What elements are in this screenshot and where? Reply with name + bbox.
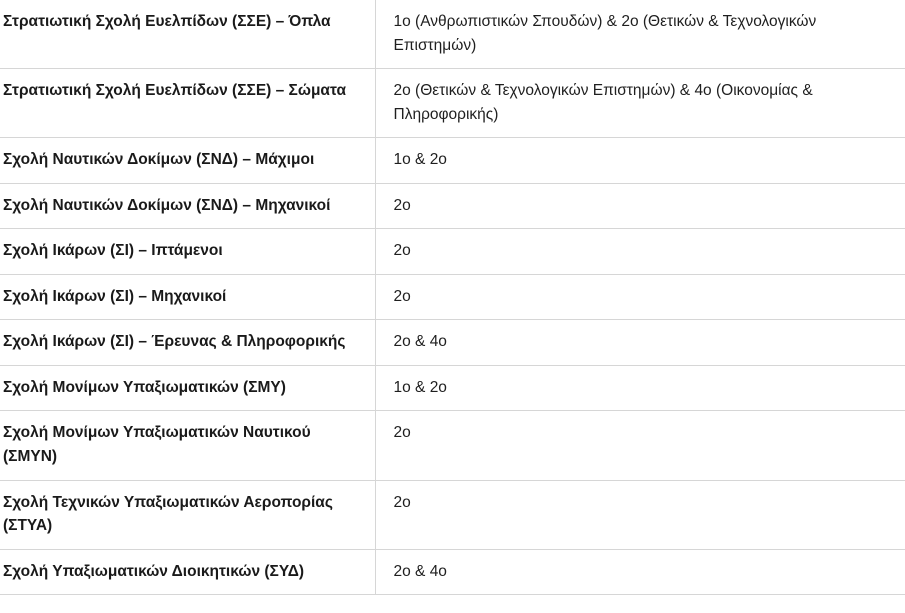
fields-cell: 2ο: [375, 274, 905, 320]
table-row: [0, 183, 905, 229]
fields-cell: 2ο (Θετικών & Τεχνολογικών Επιστημών) & 4ο (Οικονομίας & Πληροφορικής): [375, 69, 905, 138]
fields-cell: 2ο: [375, 183, 905, 229]
table-row: [0, 0, 905, 69]
school-name-cell: Σχολή Μονίμων Υπαξιωματικών (ΣΜΥ): [0, 365, 375, 411]
school-name-cell: Σχολή Ικάρων (ΣΙ) – Έρευνας & Πληροφορικής: [0, 320, 375, 366]
table-row: [0, 320, 905, 366]
fields-cell: 1ο & 2ο: [375, 138, 905, 184]
school-name-cell: Σχολή Ναυτικών Δοκίμων (ΣΝΔ) – Μάχιμοι: [0, 138, 375, 184]
school-name-cell: Σχολή Μονίμων Υπαξιωματικών Ναυτικού (ΣΜΥΝ): [0, 411, 375, 480]
table-row: [0, 411, 905, 480]
school-name-cell: Σχολή Ικάρων (ΣΙ) – Ιπτάμενοι: [0, 229, 375, 275]
school-name-cell: Σχολή Υπαξιωματικών Διοικητικών (ΣΥΔ): [0, 549, 375, 595]
school-name-cell: Σχολή Ναυτικών Δοκίμων (ΣΝΔ) – Μηχανικοί: [0, 183, 375, 229]
school-name-cell: Στρατιωτική Σχολή Ευελπίδων (ΣΣΕ) – Σώματα: [0, 69, 375, 138]
fields-cell: 1ο & 2ο: [375, 365, 905, 411]
table-row: [0, 549, 905, 595]
fields-cell: 2ο & 4ο: [375, 549, 905, 595]
fields-cell: 2ο: [375, 411, 905, 480]
table-row: [0, 138, 905, 184]
fields-cell: 2ο & 4ο: [375, 320, 905, 366]
fields-cell: 2ο: [375, 480, 905, 549]
table-row: [0, 69, 905, 138]
fields-cell: 1ο (Ανθρωπιστικών Σπουδών) & 2ο (Θετικών & Τεχνολογικών Επιστημών): [375, 0, 905, 69]
table-row: [0, 480, 905, 549]
school-name-cell: Σχολή Τεχνικών Υπαξιωματικών Αεροπορίας (ΣΤΥΑ): [0, 480, 375, 549]
school-name-cell: Σχολή Ικάρων (ΣΙ) – Μηχανικοί: [0, 274, 375, 320]
table-row: [0, 229, 905, 275]
table-row: [0, 365, 905, 411]
fields-cell: 2ο: [375, 229, 905, 275]
table-row: [0, 274, 905, 320]
school-name-cell: Στρατιωτική Σχολή Ευελπίδων (ΣΣΕ) – Όπλα: [0, 0, 375, 69]
